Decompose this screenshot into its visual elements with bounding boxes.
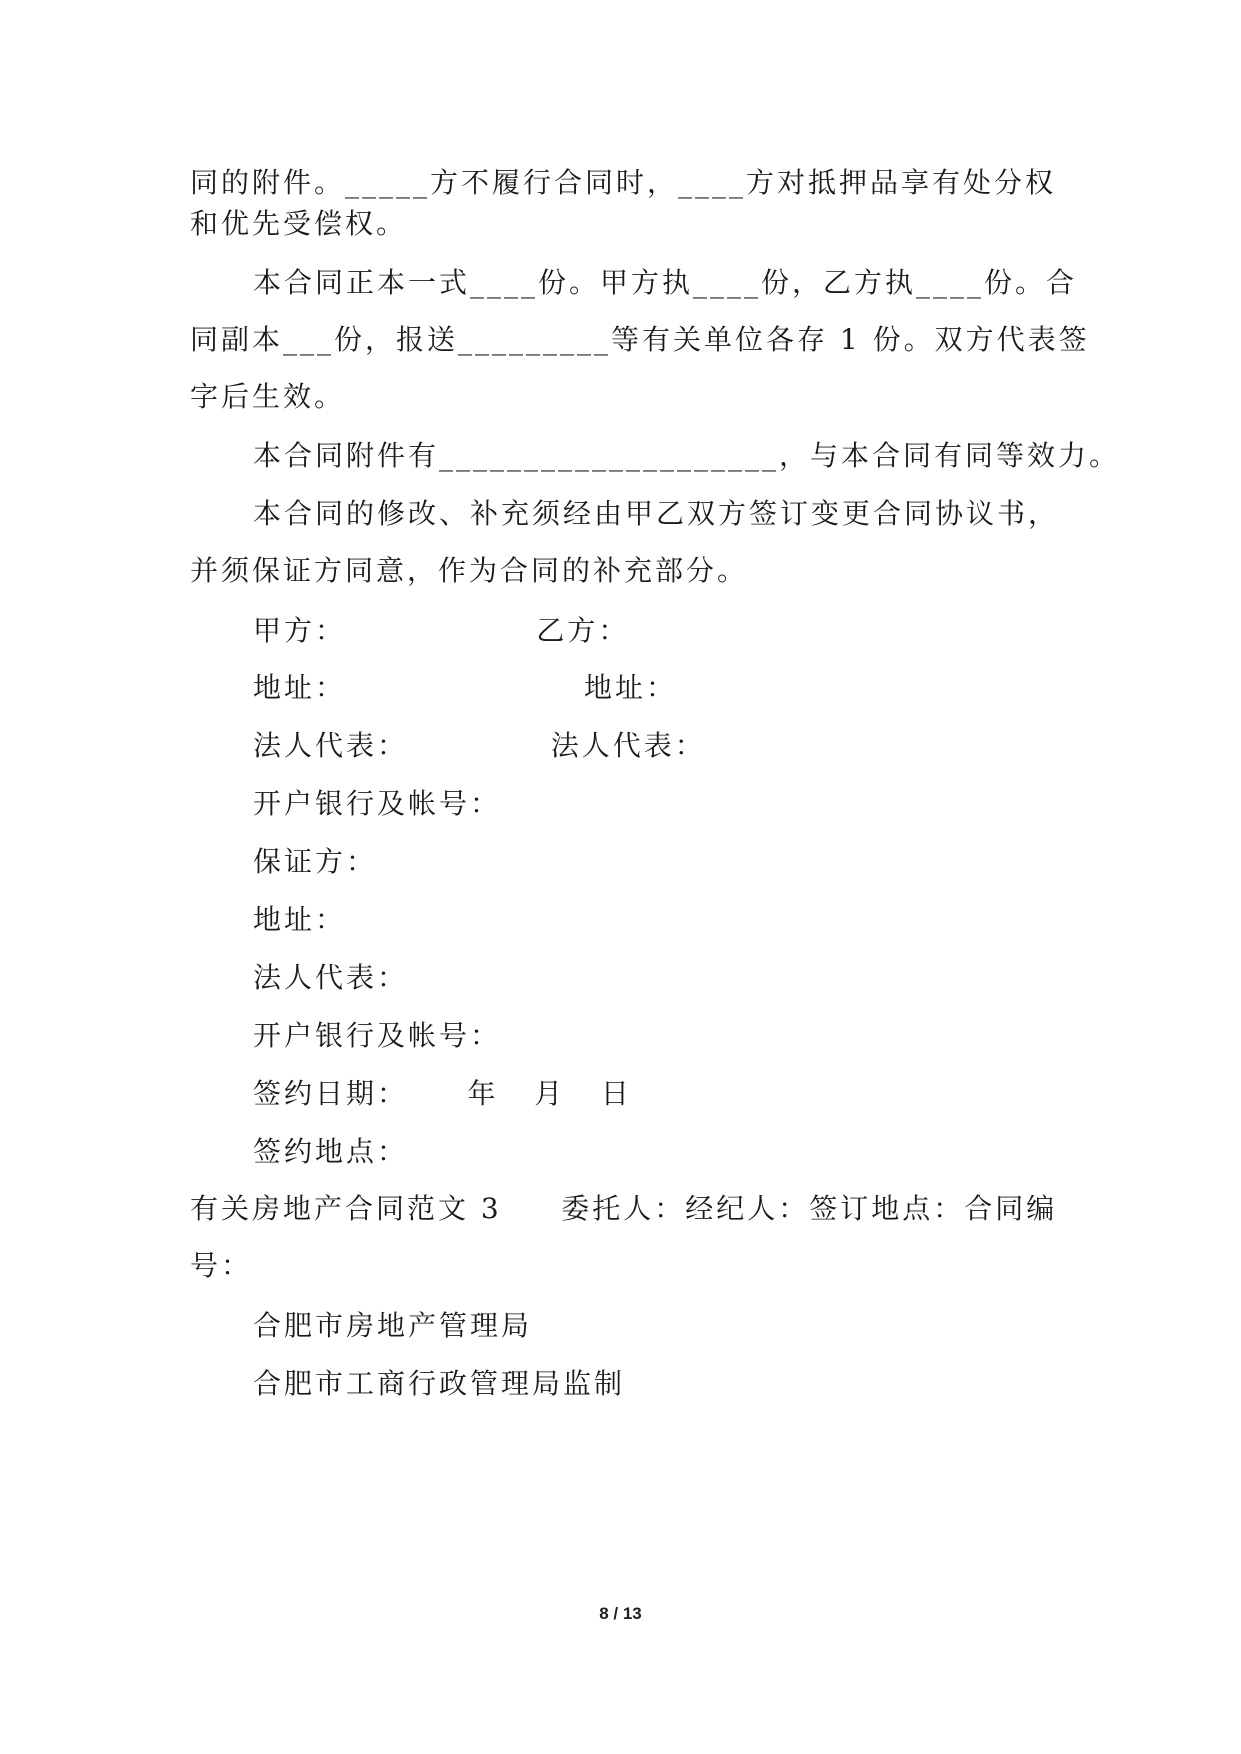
guarantor-legal-rep-line: 法人代表： bbox=[253, 961, 409, 994]
guarantor-address-line: 地址： bbox=[253, 903, 347, 936]
signing-date-line: 签约日期： 年 月 日 bbox=[253, 1077, 632, 1110]
text-line-2: 和优先受偿权。 bbox=[190, 207, 408, 240]
text-line-6: 本合同附件有____________________，与本合同有同等效力。 bbox=[253, 439, 1121, 472]
section-heading-line: 有关房地产合同范文 3 委托人：经纪人：签订地点：合同编 bbox=[190, 1192, 1058, 1225]
text-line-5: 字后生效。 bbox=[190, 380, 346, 413]
text-line-3: 本合同正本一式____份。甲方执____份，乙方执____份。合 bbox=[253, 266, 1078, 299]
issuer-line-1: 合肥市房地产管理局 bbox=[253, 1309, 533, 1342]
guarantor-line: 保证方： bbox=[253, 845, 378, 878]
issuer-line-2: 合肥市工商行政管理局监制 bbox=[253, 1367, 626, 1400]
signature-party-line: 甲方： 乙方： bbox=[253, 614, 630, 647]
guarantor-bank-line: 开户银行及帐号： bbox=[253, 1019, 502, 1052]
text-line-1: 同的附件。_____方不履行合同时，____方对抵押品享有处分权 bbox=[190, 166, 1057, 199]
text-line-8: 并须保证方同意，作为合同的补充部分。 bbox=[190, 554, 749, 587]
text-line-4: 同副本___份，报送_________等有关单位各存 1 份。双方代表签 bbox=[190, 323, 1090, 356]
section-heading-line-2: 号： bbox=[190, 1249, 253, 1282]
signature-legal-rep-line: 法人代表： 法人代表： bbox=[253, 729, 706, 762]
signing-place-line: 签约地点： bbox=[253, 1135, 409, 1168]
page-number: 8 / 13 bbox=[599, 1604, 642, 1623]
signature-address-line: 地址： 地址： bbox=[253, 671, 678, 704]
text-line-7: 本合同的修改、补充须经由甲乙双方签订变更合同协议书， bbox=[253, 497, 1060, 530]
bank-account-line: 开户银行及帐号： bbox=[253, 787, 502, 820]
